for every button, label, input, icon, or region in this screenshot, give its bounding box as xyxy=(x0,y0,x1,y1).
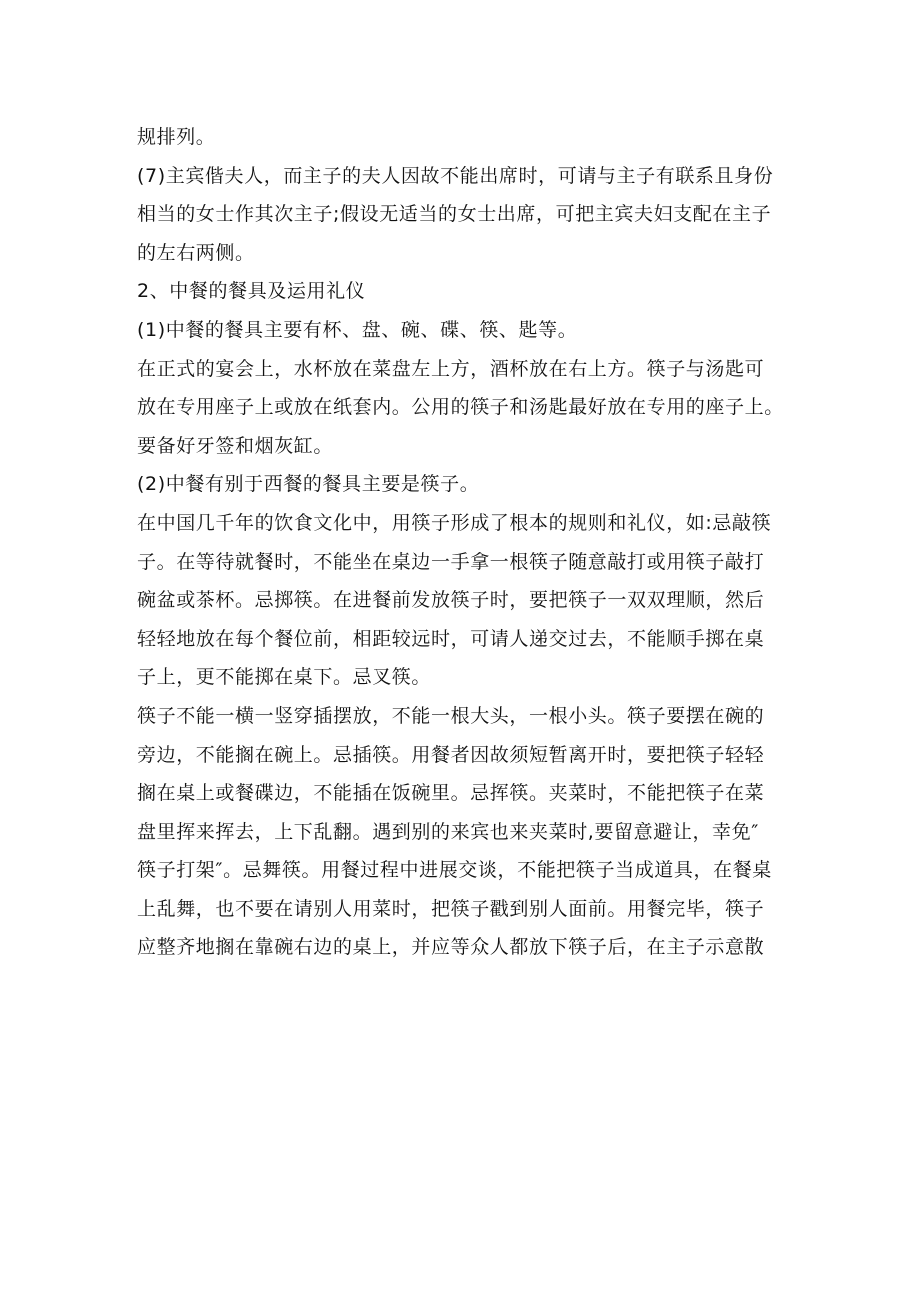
section-heading: 2、中餐的餐具及运用礼仪 xyxy=(137,280,366,303)
paragraph-continuation: 规排列。 xyxy=(137,126,216,148)
document-body xyxy=(137,118,797,967)
paragraph-item-2: (2)中餐有别于西餐的餐具主要是筷子。 xyxy=(137,473,480,496)
paragraph-chopstick-taboos: 筷子不能一横一竖穿插摆放，不能一根大头，一根小头。筷子要摆在碗的 旁边，不能搁在碗上。忌插筷。用餐者因故须短暂离开时，要把筷子轻轻 搁在桌上或餐碟边，不能插在饭碗里。忌挥筷。夹菜时，不能把筷子在菜 盘里挥来挥去，上下乱翻。遇到别的来宾也来夹菜时,要留意避让，幸免″ 筷子打架″。忌舞筷。用餐过程中进展交谈，不能把筷子当成道具，在餐桌 上乱舞，也不要在请别人用菜时，把筷子戳到别人面前。用餐完毕，筷子 应整齐地搁在靠碗右边的桌上，并应等众人都放下筷子后，在主子示意散 xyxy=(137,704,772,959)
paragraph-item-1: (1)中餐的餐具主要有杯、盘、碗、碟、筷、匙等。 xyxy=(137,318,578,341)
paragraph-item-7: (7)主宾偕夫人，而主子的夫人因故不能出席时，可请与主子有联系且身份 相当的女士作其次主子;假设无适当的女士出席，可把主宾夫妇支配在主子 的左右两侧。 xyxy=(137,164,774,264)
paragraph-chopstick-etiquette: 在中国几千年的饮食文化中，用筷子形成了根本的规则和礼仪，如:忌敲筷 子。在等待就餐时，不能坐在桌边一手拿一根筷子随意敲打或用筷子敲打 碗盆或茶杯。忌掷筷。在进餐前发放筷子时，要把筷子一双双理顺，然后 轻轻地放在每个餐位前，相距较远时，可请人递交过去，不能顺手掷在桌 子上，更不能掷在桌下。忌叉筷。 xyxy=(137,511,772,689)
paragraph-table-setting: 在正式的宴会上，水杯放在菜盘左上方，酒杯放在右上方。筷子与汤匙可 放在专用座子上或放在纸套内。公用的筷子和汤匙最好放在专用的座子上。 要备好牙签和烟灰缸。 xyxy=(137,357,784,457)
